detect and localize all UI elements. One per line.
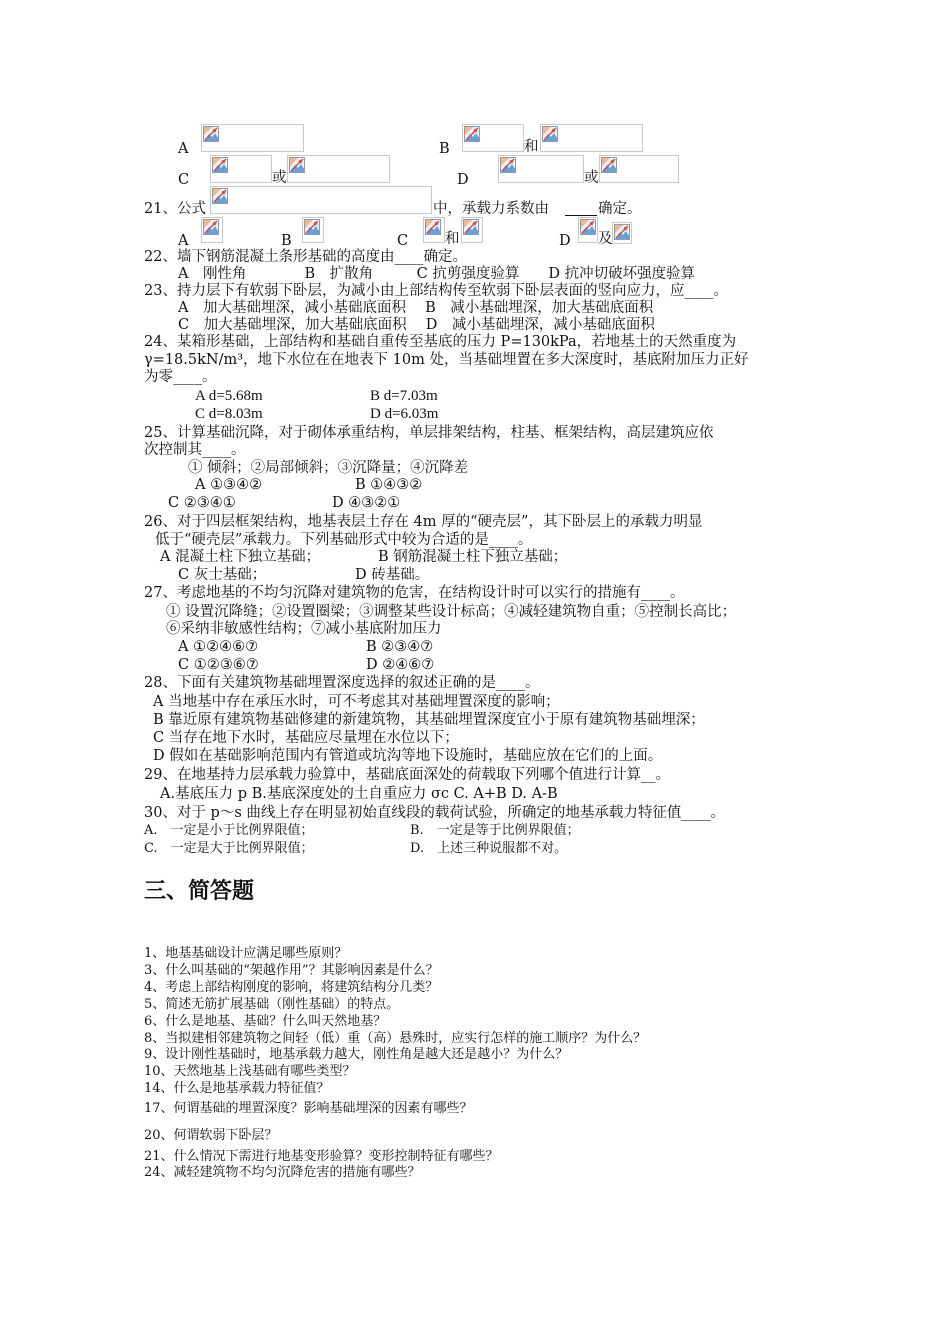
q21-option-c-label: C xyxy=(397,233,409,249)
q21-option-b-label: B xyxy=(281,233,292,249)
formula-image xyxy=(210,186,432,214)
q21-prefix: 21、公式 xyxy=(144,201,206,217)
formula-image xyxy=(498,155,584,183)
formula-image xyxy=(201,124,304,152)
question-25-line2: 次控制其____。 xyxy=(144,442,246,458)
question-28: 28、下面有关建筑物基础埋置深度选择的叙述正确的是____。 xyxy=(144,675,540,691)
broken-image-icon xyxy=(542,126,558,142)
question-27-items: ① 设置沉降缝；②设置圈梁；③调整某些设计标高；④减轻建筑物自重；⑤控制长高比； xyxy=(166,604,737,620)
broken-image-icon xyxy=(500,157,516,173)
short-question: 4、考虑上部结构刚度的影响，将建筑结构分几类？ xyxy=(144,980,439,995)
question-25-option-c: C ②③④① xyxy=(168,495,236,511)
broken-image-icon xyxy=(304,219,320,235)
broken-image-icon xyxy=(212,188,228,204)
question-24-line2: γ=18.5kN/m³，地下水位在在地表下 10m 处，当基础埋置在多大深度时，基底附加压力正好 xyxy=(144,352,749,368)
question-22: 22、墙下钢筋混凝土条形基础的高度由____确定。 xyxy=(144,249,467,265)
question-24-option-c: C d=8.03m xyxy=(195,406,263,422)
short-question: 20、何谓软弱下卧层？ xyxy=(144,1128,278,1143)
question-29: 29、在地基持力层承载力验算中，基础底面深处的荷载取下列哪个值进行计算__。 xyxy=(144,767,670,783)
q20-option-a-label: A xyxy=(178,141,189,157)
short-question: 14、什么是地基承载力特征值？ xyxy=(144,1081,330,1096)
broken-image-icon xyxy=(580,219,596,235)
short-question: 24、减轻建筑物不均匀沉降危害的措施有哪些？ xyxy=(144,1165,421,1180)
short-question: 6、什么是地基、基础？什么叫天然地基？ xyxy=(144,1014,387,1029)
question-25-option-b: B ①④③② xyxy=(355,477,423,493)
formula-image xyxy=(423,217,445,243)
question-27-option-c: C ①②③⑥⑦ xyxy=(178,657,259,673)
question-26-option-a: A 混凝土柱下独立基础； xyxy=(160,549,321,565)
question-26-option-c: C 灰士基础； xyxy=(178,567,267,583)
formula-image xyxy=(599,155,679,183)
short-question: 10、天然地基上浅基础有哪些类型？ xyxy=(144,1064,356,1079)
broken-image-icon xyxy=(212,157,228,173)
formula-image xyxy=(612,222,632,244)
question-26-option-d: D 砖基础。 xyxy=(355,567,430,583)
question-22-options: A 刚性角 B 扩散角 C 抗剪强度验算 D 抗冲切破坏强度验算 xyxy=(178,266,696,282)
broken-image-icon xyxy=(601,157,617,173)
q21-and-text: 和 xyxy=(445,231,460,247)
question-23-options-cd: C 加大基础埋深，加大基础底面积 D 减小基础埋深，减小基础底面积 xyxy=(178,317,655,333)
question-30-option-d: D. 上述三种说服都不对。 xyxy=(410,841,568,856)
broken-image-icon xyxy=(203,126,219,142)
formula-image xyxy=(287,155,390,183)
q21-suffix: 确定。 xyxy=(598,201,642,217)
question-26-line2: 低于“硬壳层”承载力。下列基础形式中较为合适的是____。 xyxy=(155,532,533,548)
question-27: 27、考虑地基的不均匀沉降对建筑物的危害，在结构设计时可以实行的措施有____。 xyxy=(144,585,685,601)
formula-image xyxy=(578,217,598,243)
question-30: 30、对于 p～s 曲线上存在明显初始直线段的载荷试验，所确定的地基承载力特征值____。 xyxy=(144,805,725,821)
q20-and-text: 和 xyxy=(524,139,539,155)
question-30-option-c: C. 一定是大于比例界限值； xyxy=(144,841,314,856)
q20-or-text: 或 xyxy=(272,170,287,186)
question-23: 23、持力层下有软弱下卧层，为减小由上部结构传至软弱下卧层表面的竖向应力，应____。 xyxy=(144,283,728,299)
broken-image-icon xyxy=(203,219,219,235)
q21-option-d-label: D xyxy=(559,233,571,249)
short-question: 9、设计刚性基础时，地基承载力越大，刚性角是越大还是越小？为什么？ xyxy=(144,1047,569,1062)
question-26-option-b: B 钢筋混凝土柱下独立基础； xyxy=(378,549,568,565)
q20-option-b-label: B xyxy=(439,141,450,157)
formula-image xyxy=(461,217,483,243)
formula-image xyxy=(201,217,223,243)
question-24: 24、某箱形基础，上部结构和基础自重传至基底的压力 P=130kPa，若地基土的天然重度为 xyxy=(144,334,737,350)
broken-image-icon xyxy=(464,126,480,142)
formula-image xyxy=(462,124,524,152)
question-27-option-a: A ①②④⑥⑦ xyxy=(178,639,259,655)
short-question: 21、什么情况下需进行地基变形验算？变形控制特征有哪些？ xyxy=(144,1149,499,1164)
question-28-option-b: B 靠近原有建筑物基础修建的新建筑物，其基础埋置深度宜小于原有建筑物基础埋深； xyxy=(153,712,705,728)
formula-image xyxy=(302,217,324,243)
short-question: 1、地基基础设计应满足哪些原则？ xyxy=(144,946,348,961)
question-30-option-b: B. 一定是等于比例界限值； xyxy=(410,823,580,838)
formula-image xyxy=(540,124,643,152)
section-title: 三、简答题 xyxy=(144,878,255,904)
q20-or-text: 或 xyxy=(584,170,599,186)
q21-ji-text: 及 xyxy=(598,231,613,247)
question-30-option-a: A. 一定是小于比例界限值； xyxy=(144,823,314,838)
question-23-options-ab: A 加大基础埋深，减小基础底面积 B 减小基础埋深，加大基础底面积 xyxy=(178,300,654,316)
broken-image-icon xyxy=(289,157,305,173)
short-question: 5、简述无筋扩展基础（刚性基础）的特点。 xyxy=(144,997,400,1012)
answer-blank xyxy=(565,200,597,216)
broken-image-icon xyxy=(425,219,441,235)
broken-image-icon xyxy=(463,219,479,235)
question-27-option-d: D ②④⑥⑦ xyxy=(366,657,435,673)
q20-option-c-label: C xyxy=(178,172,190,188)
question-28-option-a: A 当地基中存在承压水时，可不考虑其对基础埋置深度的影响； xyxy=(153,694,560,710)
question-28-option-d: D 假如在基础影响范围内有管道或坑沟等地下设施时，基础应放在它们的上面。 xyxy=(153,748,663,764)
broken-image-icon xyxy=(614,224,630,240)
q20-option-d-label: D xyxy=(457,172,469,188)
question-26: 26、对于四层框架结构，地基表层土存在 4m 厚的“硬壳层”，其下卧层上的承载力明显 xyxy=(144,514,703,530)
question-25: 25、计算基础沉降，对于砌体承重结构，单层排架结构，柱基、框架结构，高层建筑应依 xyxy=(144,425,714,441)
short-question: 3、什么叫基础的“架越作用”？其影响因素是什么？ xyxy=(144,963,439,978)
formula-image xyxy=(210,155,272,183)
question-28-option-c: C 当存在地下水时，基础应尽量埋在水位以下； xyxy=(153,730,459,746)
question-24-option-b: B d=7.03m xyxy=(370,388,438,404)
short-question: 8、当拟建相邻建筑物之间轻（低）重（高）悬殊时，应实行怎样的施工顺序？为什么？ xyxy=(144,1031,647,1046)
question-25-option-d: D ④③②① xyxy=(332,495,401,511)
question-25-items: ① 倾斜；②局部倾斜；③沉降量；④沉降差 xyxy=(188,460,469,476)
question-24-option-d: D d=6.03m xyxy=(370,406,439,422)
q21-option-a-label: A xyxy=(178,233,189,249)
question-24-option-a: A d=5.68m xyxy=(195,388,263,404)
question-25-option-a: A ①③④② xyxy=(195,477,263,493)
question-27-items-line2: ⑥采纳非敏感性结构；⑦减小基底附加压力 xyxy=(166,621,442,637)
question-24-line3: 为零____。 xyxy=(144,369,217,385)
question-29-options: A.基底压力 p B.基底深度处的土自重应力 σc C. A+B D. A-B xyxy=(160,786,558,802)
q21-mid: 中，承载力系数由 xyxy=(433,201,549,217)
question-27-option-b: B ②③④⑦ xyxy=(366,639,434,655)
short-question: 17、何谓基础的埋置深度？影响基础埋深的因素有哪些？ xyxy=(144,1101,473,1116)
